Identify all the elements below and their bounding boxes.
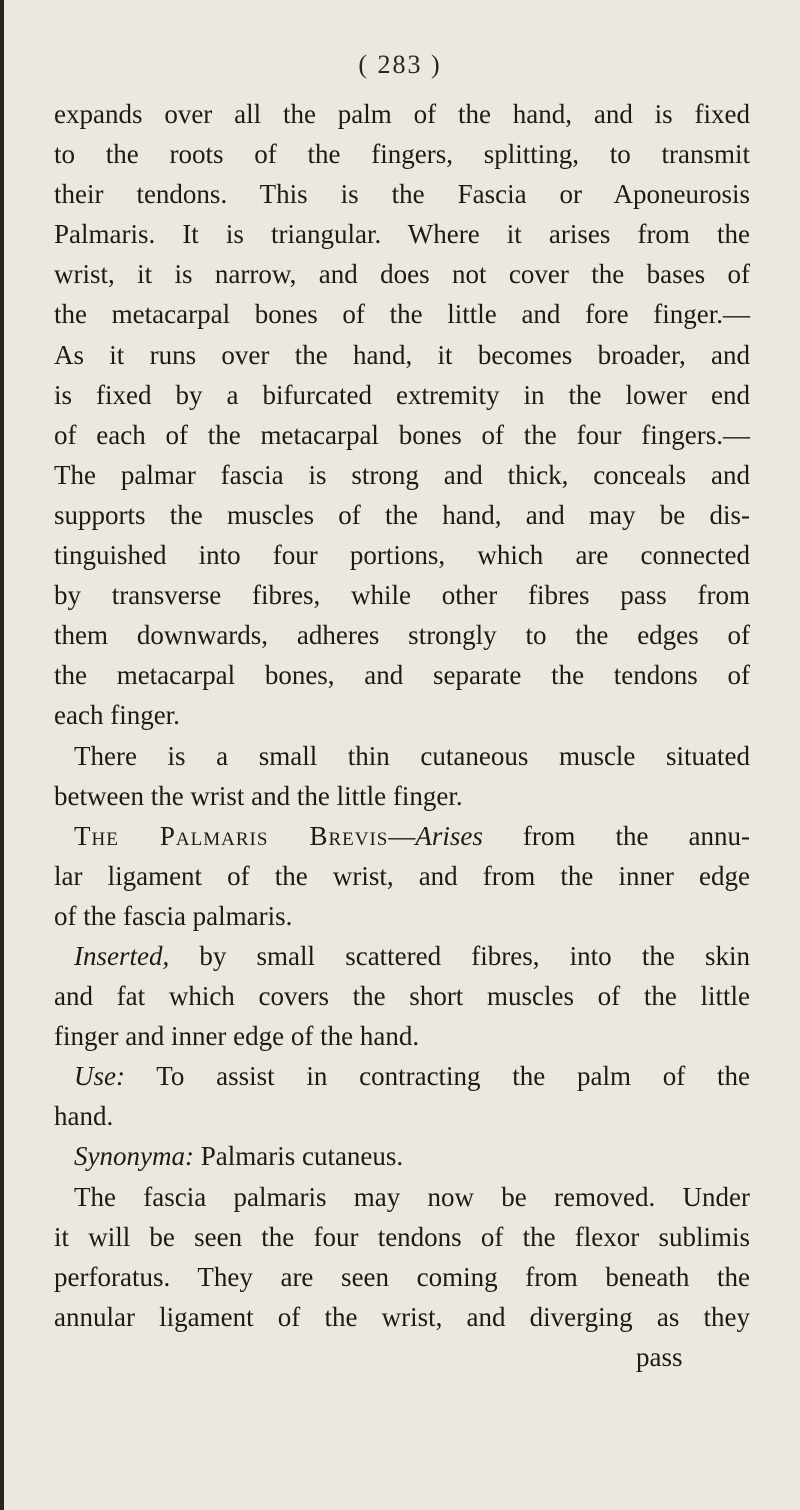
- text-line: of the fascia palmaris.: [54, 900, 293, 931]
- synonyma-text: Palmaris cutaneus.: [193, 1141, 404, 1172]
- page-edge-shadow: [0, 0, 4, 1510]
- palmaris-brevis-heading-line: The Palmaris Brevis—Arises from the annu-: [74, 820, 750, 851]
- text-line: wrist, it is narrow, and does not cover the bases of: [54, 259, 750, 290]
- use-line: [54, 1056, 750, 1096]
- text-line: perforatus. They are seen coming from beneath the: [54, 1261, 750, 1292]
- arises-label: Arises: [415, 820, 483, 851]
- text-line: between the wrist and the little finger.: [54, 780, 463, 811]
- inserted-text: by small scattered fibres, into the skin: [169, 940, 750, 971]
- arises-text: from the annu-: [482, 820, 750, 851]
- text-line: the metacarpal bones, and separate the tendons of: [54, 660, 750, 691]
- inserted-line: [54, 936, 750, 976]
- text-line: expands over all the palm of the hand, and is fixed: [54, 99, 750, 129]
- text-line: There is a small thin cutaneous muscle situated: [74, 740, 750, 771]
- text-line: each finger.: [54, 700, 180, 731]
- inserted-label: Inserted,: [74, 940, 170, 971]
- text-line: supports the muscles of the hand, and may be dis-: [54, 499, 750, 530]
- text-line: the metacarpal bones of the little and fore finger.—: [54, 299, 750, 330]
- text-line: and fat which covers the short muscles of the little: [54, 981, 750, 1012]
- text-line: tinguished into four portions, which are connected: [54, 540, 750, 571]
- text-line: to the roots of the fingers, splitting, to transmit: [54, 139, 750, 170]
- catchword: pass: [636, 1341, 683, 1372]
- text-line: is fixed by a bifurcated extremity in the lower end: [54, 379, 750, 410]
- use-label: Use:: [74, 1061, 125, 1092]
- text-line: As it runs over the hand, it becomes broader, and: [54, 339, 750, 370]
- text-line: lar ligament of the wrist, and from the inner edge: [54, 860, 750, 891]
- text-line: finger and inner edge of the hand.: [54, 1021, 420, 1052]
- muscle-name: The Palmaris Brevis: [74, 820, 389, 851]
- text-line: Palmaris. It is triangular. Where it arises from the: [54, 219, 750, 250]
- text-line: it will be seen the four tendons of the flexor sublimis: [54, 1221, 750, 1252]
- text-line: The fascia palmaris may now be removed. Under: [74, 1181, 750, 1212]
- synonyma-label: Synonyma:: [74, 1141, 194, 1172]
- synonyma-line: [54, 1136, 750, 1176]
- text-line: hand.: [54, 1101, 114, 1132]
- page-number: ( 283 ): [358, 50, 442, 79]
- text-line: The palmar fascia is strong and thick, conceals and: [54, 459, 750, 490]
- text-line: their tendons. This is the Fascia or Aponeurosis: [54, 179, 750, 210]
- text-line: of each of the metacarpal bones of the four fingers.—: [54, 419, 750, 450]
- text-line: annular ligament of the wrist, and diverging as they: [54, 1301, 750, 1332]
- text-line: them downwards, adheres strongly to the edges of: [54, 620, 750, 651]
- text-line: by transverse fibres, while other fibres pass from: [54, 580, 750, 611]
- use-text: To assist in contracting the palm of the: [124, 1061, 750, 1092]
- body-text: [54, 94, 750, 1377]
